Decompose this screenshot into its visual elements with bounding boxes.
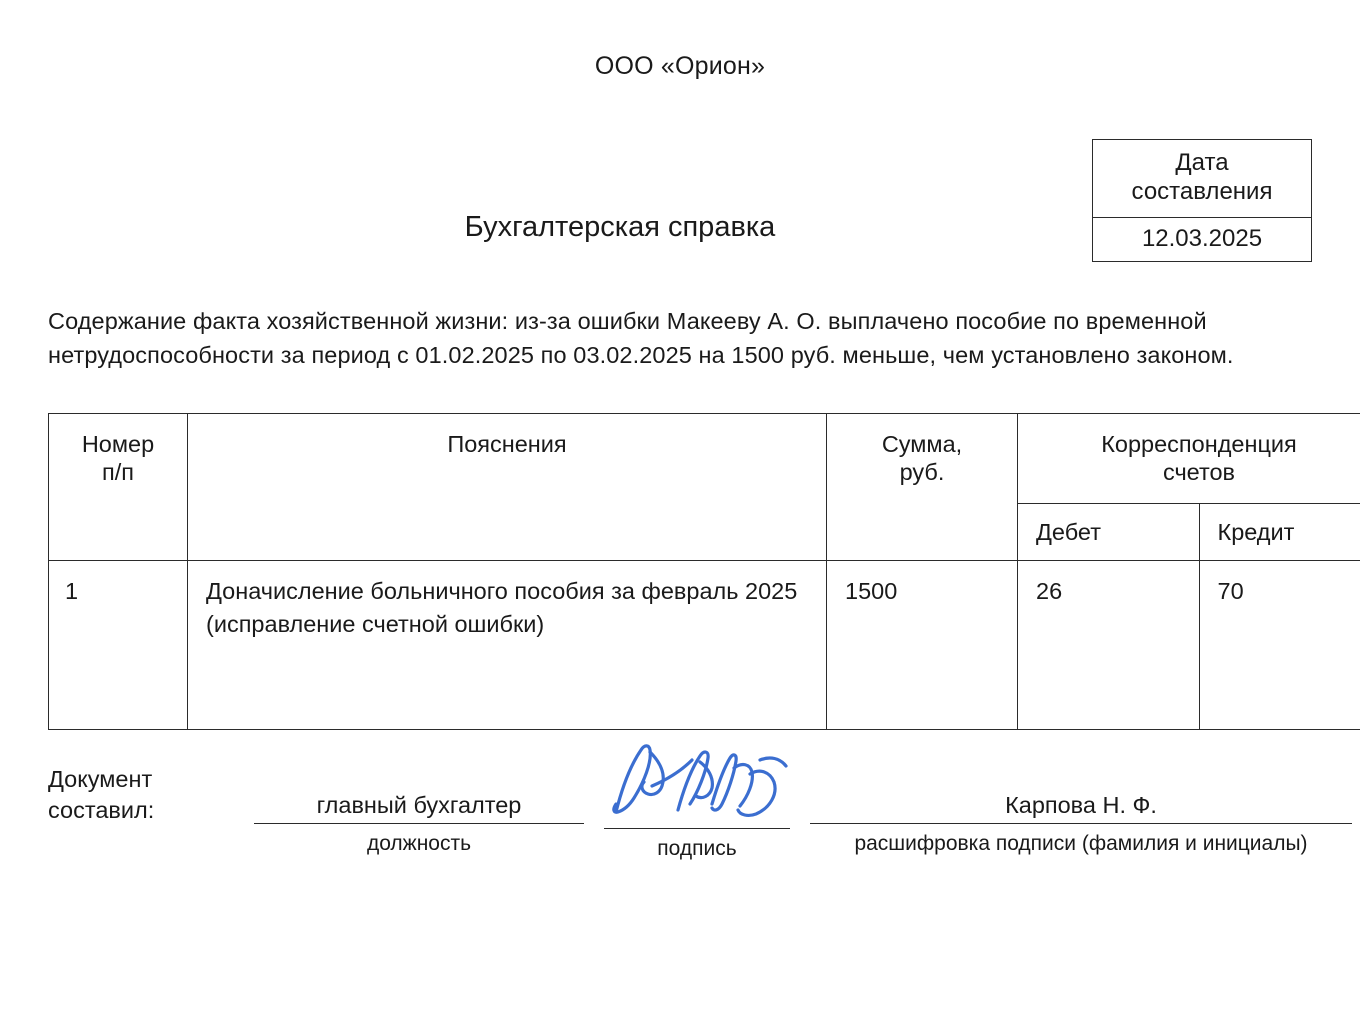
table-row — [49, 561, 1360, 730]
header-amount-line2: руб. — [835, 458, 1009, 487]
header-correspondence-line1: Корреспонденция — [1026, 430, 1360, 459]
page-title: Бухгалтерская справка — [0, 211, 1252, 244]
header-amount — [827, 413, 1018, 561]
compiled-by-line2: составил: — [48, 795, 154, 826]
compiled-by-line1: Документ — [48, 764, 154, 795]
signature-caption: подпись — [604, 837, 790, 861]
header-debit: Дебет — [1018, 503, 1200, 560]
header-number — [49, 413, 188, 561]
date-box-label-line1: Дата — [1099, 148, 1305, 177]
header-correspondence — [1018, 413, 1360, 503]
header-number-line2: п/п — [57, 458, 179, 487]
organization-name: ООО «Орион» — [48, 52, 1312, 81]
handwritten-signature-icon — [600, 738, 794, 824]
header-explanations: Пояснения — [188, 413, 827, 561]
signature-block — [48, 764, 1312, 894]
signature-position-value: главный бухгалтер — [254, 792, 584, 824]
header-credit: Кредит — [1199, 503, 1360, 560]
signature-position-caption: должность — [254, 832, 584, 856]
cell-debit: 26 — [1018, 561, 1200, 730]
table-body — [49, 561, 1360, 730]
entries-table — [48, 413, 1360, 731]
header-number-line1: Номер — [57, 430, 179, 459]
date-box-label-line2: составления — [1099, 177, 1305, 206]
date-box-label — [1093, 140, 1311, 218]
header-amount-line1: Сумма, — [835, 430, 1009, 459]
document-page — [0, 52, 1360, 1028]
cell-credit: 70 — [1199, 561, 1360, 730]
signature-name-value: Карпова Н. Ф. — [810, 792, 1352, 824]
table-header-row — [49, 413, 1360, 503]
signature-line — [604, 792, 790, 829]
cell-amount: 1500 — [827, 561, 1018, 730]
cell-explanation: Доначисление больничного пособия за февраль 2025 (исправление счетной ошибки) — [188, 561, 827, 730]
title-and-date-row — [48, 139, 1312, 259]
signature-name-column — [810, 792, 1352, 856]
cell-number: 1 — [49, 561, 188, 730]
table-head — [49, 413, 1360, 561]
date-box-value: 12.03.2025 — [1093, 218, 1311, 261]
signature-column — [604, 792, 790, 861]
header-correspondence-line2: счетов — [1026, 458, 1360, 487]
signature-position-column — [254, 792, 584, 856]
date-box — [1092, 139, 1312, 262]
compiled-by-label — [48, 764, 154, 826]
signature-name-caption: расшифровка подписи (фамилия и инициалы) — [810, 832, 1352, 856]
content-paragraph: Содержание факта хозяйственной жизни: из-за ошибки Макееву А. О. выплачено пособие по временной нетрудоспособности за период с 01.02.2025 по 03.02.2025 на 1500 руб. меньше, чем установлено законом. — [48, 305, 1312, 373]
